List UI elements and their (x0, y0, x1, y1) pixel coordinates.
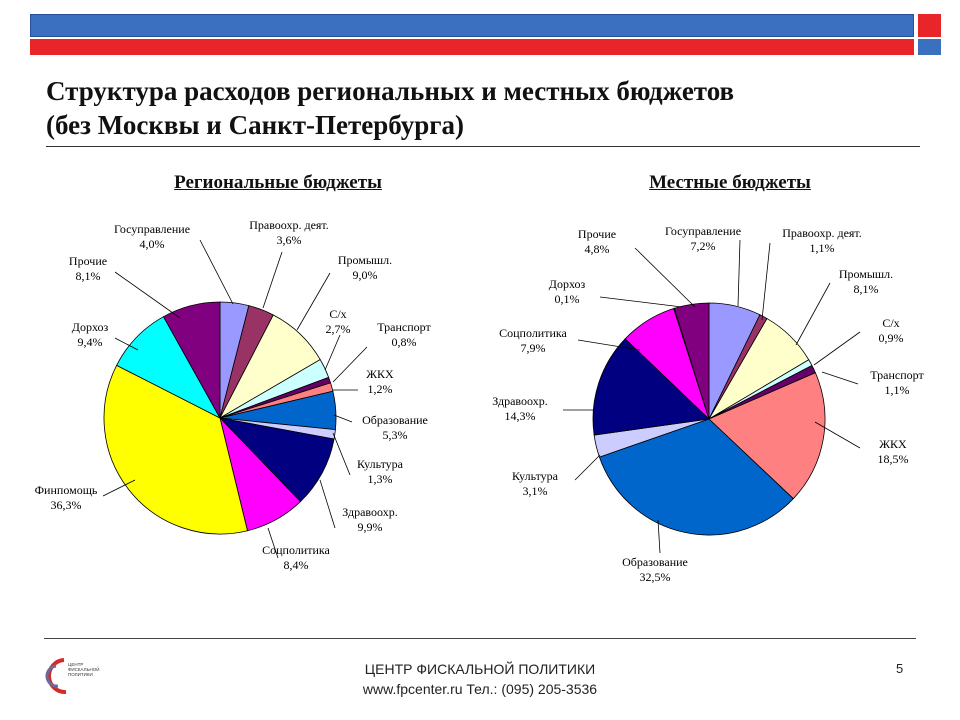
slice-value: 8,4% (283, 558, 309, 572)
slice-label: Транспорт (870, 368, 924, 382)
slice-label: Промышл. (838, 267, 894, 281)
leader-line (822, 372, 858, 384)
slice-value: 1,3% (367, 472, 393, 486)
leader-line (333, 433, 350, 475)
footer-contact: www.fpcenter.ru Тел.: (095) 205-3536 (362, 681, 598, 697)
slice-value: 0,8% (391, 335, 417, 349)
regional-chart-title: Региональные бюджеты (174, 172, 382, 193)
page-number: 5 (896, 661, 904, 676)
slice-value: 4,0% (139, 237, 165, 251)
slice-label: Культура (512, 469, 558, 483)
slice-value: 1,1% (884, 383, 910, 397)
slice-value: 36,3% (50, 498, 82, 512)
leader-line (635, 248, 695, 307)
regional-pie (35, 218, 432, 572)
logo-text-2: ФИСКАЛЬНОЙ (68, 667, 100, 672)
slice-label: Прочие (68, 254, 108, 268)
leader-line (814, 332, 860, 365)
slice-label: Образование (362, 413, 428, 427)
leader-line (796, 283, 830, 345)
slice-value: 7,2% (690, 239, 716, 253)
leader-line (575, 455, 600, 480)
slice-label: Здравоохр. (342, 505, 398, 519)
footer-organization: ЦЕНТР ФИСКАЛЬНОЙ ПОЛИТИКИ (364, 661, 596, 677)
slice-value: 3,6% (276, 233, 302, 247)
slice-label: Госуправление (664, 224, 742, 238)
local-chart-title: Местные бюджеты (649, 172, 811, 193)
slice-label: ЖКХ (366, 367, 394, 381)
slice-label: Финпомощь (34, 483, 98, 497)
logo-text-3: ПОЛИТИКИ (68, 672, 93, 677)
slice-value: 3,1% (522, 484, 548, 498)
slice-value: 32,5% (639, 570, 671, 584)
slice-value: 5,3% (382, 428, 408, 442)
slice-label: Соцполитика (499, 326, 567, 340)
leader-line (334, 415, 352, 422)
leader-line (200, 240, 233, 304)
slice-label: Здравоохр. (492, 394, 548, 408)
slice-value: 9,4% (77, 335, 103, 349)
slice-label: Образование (622, 555, 688, 569)
leader-line (115, 272, 180, 318)
leader-line (658, 520, 660, 553)
slice-label: Госуправление (113, 222, 191, 236)
slice-value: 9,9% (357, 520, 383, 534)
slice-value: 14,3% (504, 409, 536, 423)
slide-title-line1: Структура расходов региональных и местных бюджетов (46, 76, 735, 106)
slice-value: 1,2% (367, 382, 393, 396)
leader-line (762, 243, 770, 320)
footer-rule (44, 638, 916, 639)
slice-value: 0,1% (554, 292, 580, 306)
slice-label: Культура (357, 457, 403, 471)
slice-label: Прочие (577, 227, 617, 241)
slice-label: Промышл. (337, 253, 393, 267)
leader-line (600, 297, 682, 307)
leader-line (738, 240, 740, 306)
slice-value: 7,9% (520, 341, 546, 355)
logo-text-1: ЦЕНТР (68, 662, 84, 667)
fpc-logo (44, 656, 102, 696)
slice-value: 9,0% (352, 268, 378, 282)
slice-label: ЖКХ (879, 437, 907, 451)
slice-label: Правоохр. деят. (249, 218, 329, 232)
leader-line (325, 335, 340, 370)
slice-label: Соцполитика (262, 543, 330, 557)
slice-value: 8,1% (853, 282, 879, 296)
slice-label: Транспорт (377, 320, 431, 334)
leader-line (333, 347, 367, 382)
slice-label: Дорхоз (71, 320, 109, 334)
slice-label: С/х (329, 307, 347, 321)
slice-label: Дорхоз (548, 277, 586, 291)
slide-title-line2: (без Москвы и Санкт-Петербурга) (46, 110, 464, 140)
slice-value: 1,1% (809, 241, 835, 255)
local-pie (492, 224, 924, 584)
slice-value: 0,9% (878, 331, 904, 345)
slice-label: С/х (882, 316, 900, 330)
slice-value: 4,8% (584, 242, 610, 256)
slice-value: 2,7% (325, 322, 351, 336)
slice-label: Правоохр. деят. (782, 226, 862, 240)
slice-value: 18,5% (877, 452, 909, 466)
leader-line (263, 252, 282, 308)
slice-value: 8,1% (75, 269, 101, 283)
leader-line (320, 480, 335, 528)
